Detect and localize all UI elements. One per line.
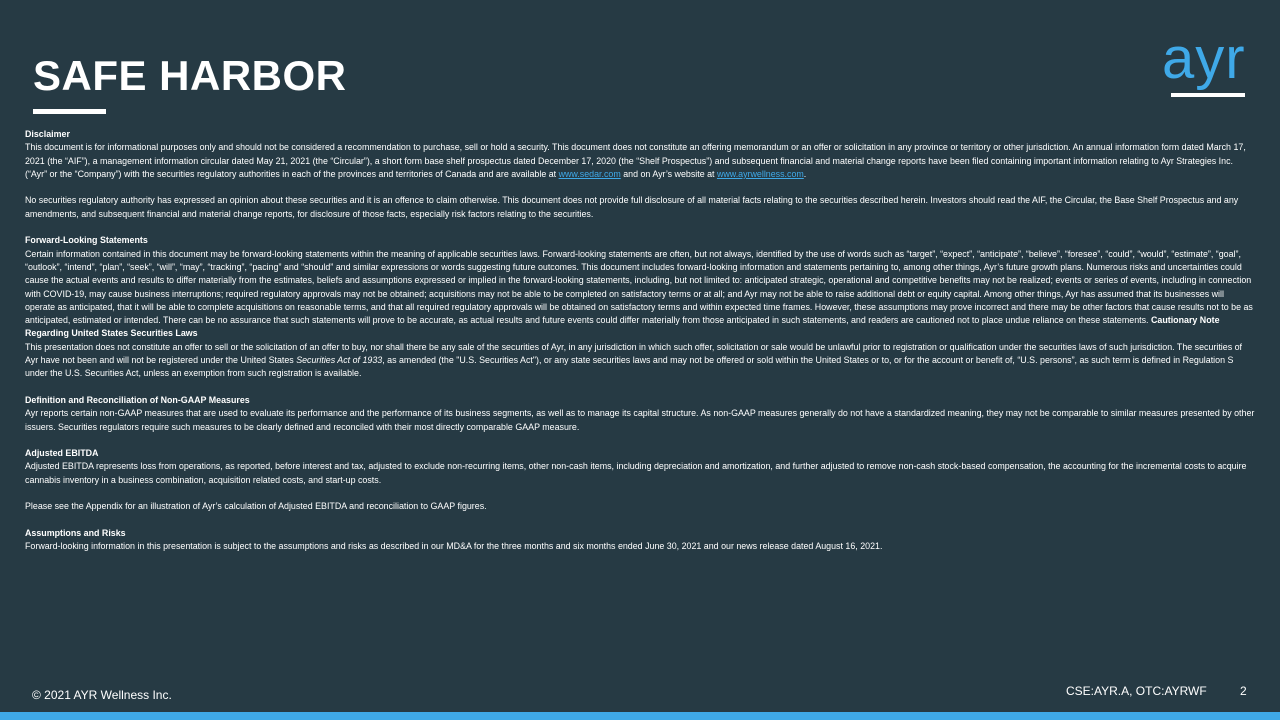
forward-looking-paragraph-1 xyxy=(25,248,1255,341)
disclaimer-heading: Disclaimer xyxy=(25,129,70,139)
cautionary-note-heading: Cautionary Note Regarding United States Securities Laws xyxy=(25,315,1220,339)
assumptions-heading: Assumptions and Risks xyxy=(25,527,126,538)
disclaimer-text-c: . xyxy=(803,168,807,179)
page-number: 2 xyxy=(1240,684,1247,698)
assumptions-section xyxy=(25,527,1255,554)
disclaimer-text-b: and on Ayr’s website at xyxy=(620,168,717,179)
disclaimer-paragraph-2: No securities regulatory authority has expressed an opinion about these securities and it is an offence to claim otherwise. This document does not provide full disclosure of all material facts relating to the securities described herein. Investors should read the AIF, the Circular, the Base Shelf Prospectus and any amendments, and subsequent financial and material change reports, for disclosure of those facts, especially risk factors relating to the securities. xyxy=(25,195,1239,219)
forward-looking-text: Certain information contained in this document may be forward-looking statements within the meaning of applicable securities laws. Forward-looking statements are often, but not always, identified by the use of words such as “target”, “expect”, “anticipate”, “believe”, “foresee”, “could”, “would”, “estimate”, “goal”, “outlook”, “intend”, “plan”, “seek”, “will”, “may”, “tracking”, “pacing” and “should” and similar expressions or words suggesting future outcomes. This document includes forward-looking information and statements pertaining to, among other things, Ayr’s future growth plans. Numerous risks and uncertainties could cause the actual events and results to differ materially from the estimates, beliefs and assumptions expressed or implied in the forward-looking statements, including, but not limited to: anticipated strategic, operational and competitive benefits may not be realized; events or series of events, including in connection with COVID-19, may cause business interruptions; required regulatory approvals may not be obtained; acquisitions may not be able to be completed on satisfactory terms or at all; and Ayr may not be able to raise additional debt or equity capital. Among other things, Ayr has assumed that its businesses will operate as anticipated, that it will be able to complete acquisitions on reasonable terms, and that all required regulatory approvals will be obtained on satisfactory terms and within expected time frames. However, these assumptions may prove incorrect and there may be other factors that cause results not to be as anticipated, estimated or intended. There can be no assurance that such statements will prove to be accurate, as actual results and future events could differ materially from those anticipated in such statements, and readers are cautioned not to place undue reliance on these statements. xyxy=(25,248,1253,326)
assumptions-paragraph: Forward-looking information in this presentation is subject to the assumptions and risks as described in our MD&A for the three months and six months ended June 30, 2021 and our news release dated August 16, 2021. xyxy=(25,541,883,552)
us-securities-text-b: , as amended (the "U.S. Securities Act"), or any state securities laws and may not be offered or sold within the United States or to, or for the account or benefit of, “U.S. persons”, as such term is defined in Regulation S under the U.S. Securities Act, unless an exemption from such registration is available. xyxy=(25,355,1234,379)
disclaimer-text-a: This document is for informational purposes only and should not be considered a recommendation to purchase, sell or hold a security. This document does not constitute an offering memorandum or an offer or solicitation in any province or territory or other jurisdiction. An annual information form dated March 17, 2021 (the “AIF”), a management information circular dated May 21, 2021 (the “Circular”), a short form base shelf prospectus dated December 17, 2020 (the “Shelf Prospectus”) and subsequent financial and material change reports have been filed containing important information relating to Ayr Strategies Inc. (“Ayr” or the “Company”) with the securities regulatory authorities in each of the provinces and territories of Canada and are available at xyxy=(25,142,1246,179)
adjusted-ebitda-paragraph: Adjusted EBITDA represents loss from operations, as reported, before interest and tax, adjusted to exclude non-recurring items, other non-cash items, including depreciation and amortization, and further adjusted to remove non-cash stock-based compensation, the accounting for the incremental costs to acquire cannabis inventory in a business combination, acquisition related costs, and start-up costs. xyxy=(25,461,1247,485)
adjusted-ebitda-section xyxy=(25,447,1255,513)
non-gaap-paragraph: Ayr reports certain non-GAAP measures that are used to evaluate its performance and the performance of its business segments, as well as to manage its capital structure. As non-GAAP measures generally do not have a standardized meaning, they may not be comparable to similar measures presented by other issuers. Securities regulators require such measures to be clearly defined and reconciled with their most directly comparable GAAP measure. xyxy=(25,408,1255,432)
non-gaap-heading: Definition and Reconciliation of Non-GAAP Measures xyxy=(25,394,250,405)
disclaimer-section xyxy=(25,128,1255,221)
securities-act-name: Securities Act of 1933 xyxy=(296,355,383,366)
safe-harbor-body xyxy=(25,128,1255,567)
logo-underline xyxy=(1171,93,1245,97)
title-underline xyxy=(33,109,106,114)
ayrwellness-link[interactable]: www.ayrwellness.com xyxy=(716,168,804,179)
forward-looking-section xyxy=(25,234,1255,380)
ayr-logo: ayr xyxy=(1162,26,1246,91)
forward-looking-heading: Forward-Looking Statements xyxy=(25,235,148,246)
us-securities-paragraph xyxy=(25,341,1255,381)
non-gaap-section xyxy=(25,394,1255,434)
sedar-link[interactable]: www.sedar.com xyxy=(558,168,621,179)
disclaimer-paragraph-1 xyxy=(25,141,1255,181)
appendix-note: Please see the Appendix for an illustration of Ayr’s calculation of Adjusted EBITDA and reconciliation to GAAP figures. xyxy=(25,501,487,512)
bottom-accent-bar xyxy=(0,712,1280,720)
copyright-text: © 2021 AYR Wellness Inc. xyxy=(32,688,172,702)
us-securities-text-a: This presentation does not constitute an offer to sell or the solicitation of an offer to buy, nor shall there be any sale of the securities of Ayr, in any jurisdiction in which such offer, solicitation or sale would be unlawful prior to registration or qualification under the securities laws of such jurisdiction. The securities of Ayr have not been and will not be registered under the United States xyxy=(25,341,1243,366)
ticker-symbols: CSE:AYR.A, OTC:AYRWF xyxy=(1066,684,1207,698)
adjusted-ebitda-heading: Adjusted EBITDA xyxy=(25,448,99,459)
page-title: SAFE HARBOR xyxy=(33,52,347,99)
